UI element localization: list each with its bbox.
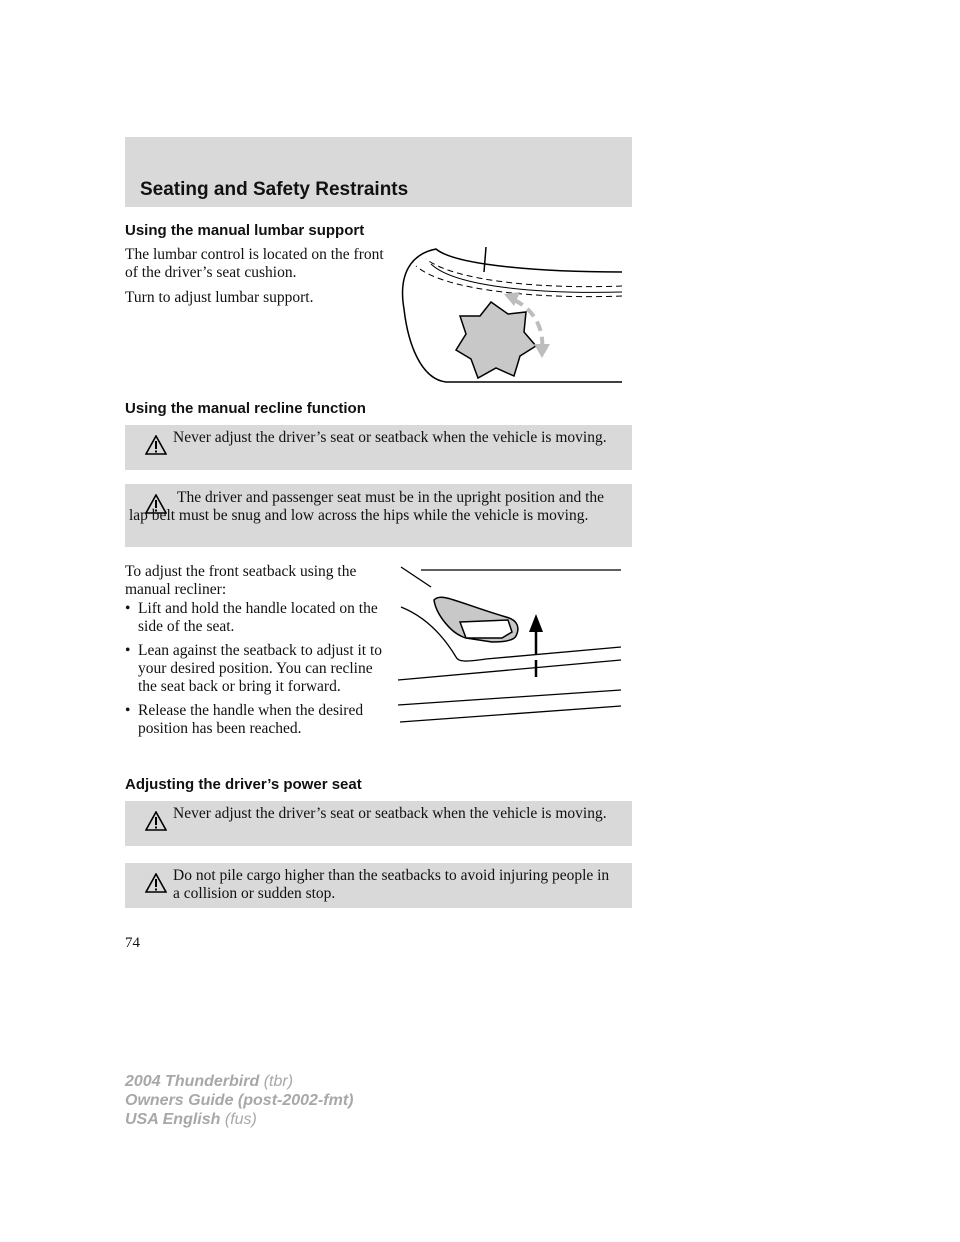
bullet: •: [125, 642, 131, 659]
recliner-handle-illustration: [396, 562, 626, 727]
section-title: Seating and Safety Restraints: [140, 179, 409, 200]
warning-text: Never adjust the driver’s seat or seatback when the vehicle is moving.: [173, 805, 607, 822]
warning-triangle-icon: [145, 435, 167, 455]
footer-model-code: (tbr): [263, 1073, 294, 1090]
recline-intro: To adjust the front seatback using the manual recliner:: [125, 563, 357, 598]
lumbar-knob-illustration: [396, 244, 632, 389]
lumbar-instruction: Turn to adjust lumbar support.: [125, 289, 314, 306]
recline-heading: Using the manual recline function: [125, 400, 366, 417]
lumbar-heading: Using the manual lumbar support: [125, 222, 365, 239]
list-item: • Lean against the seatback to adjust it to your desired position. You can recline the seat back or bring it forward.: [125, 642, 383, 695]
page-number: 74: [125, 935, 140, 951]
list-item: • Lift and hold the handle located on the side of the seat.: [125, 600, 378, 635]
warning-text: The driver and passenger seat must be in the upright position and the lap belt must be snug and low across the hips while the vehicle is moving.: [129, 489, 605, 524]
footer-language: USA English: [125, 1111, 221, 1128]
list-item: • Release the handle when the desired position has been reached.: [125, 702, 364, 737]
footer-model: 2004 Thunderbird: [125, 1073, 260, 1090]
warning-triangle-icon: [145, 811, 167, 831]
footer-guide: Owners Guide (post-2002-fmt): [125, 1092, 354, 1109]
bullet: •: [125, 600, 131, 617]
header-band: [125, 137, 632, 207]
bullet: •: [125, 702, 131, 719]
warning-text: Do not pile cargo higher than the seatbacks to avoid injuring people in a collision or sudden stop.: [173, 867, 610, 902]
warning-box: [125, 425, 632, 470]
warning-box: [125, 863, 632, 908]
power-seat-heading: Adjusting the driver’s power seat: [125, 776, 362, 793]
footer-language-code: (fus): [224, 1111, 257, 1128]
warning-triangle-icon: [145, 873, 167, 893]
document-footer: [125, 1072, 353, 1129]
recline-steps: [125, 600, 385, 744]
warning-box: [125, 484, 632, 547]
warning-text: Never adjust the driver’s seat or seatback when the vehicle is moving.: [173, 429, 607, 446]
lumbar-description: The lumbar control is located on the front of the driver’s seat cushion.: [125, 246, 384, 281]
warning-box: [125, 801, 632, 846]
